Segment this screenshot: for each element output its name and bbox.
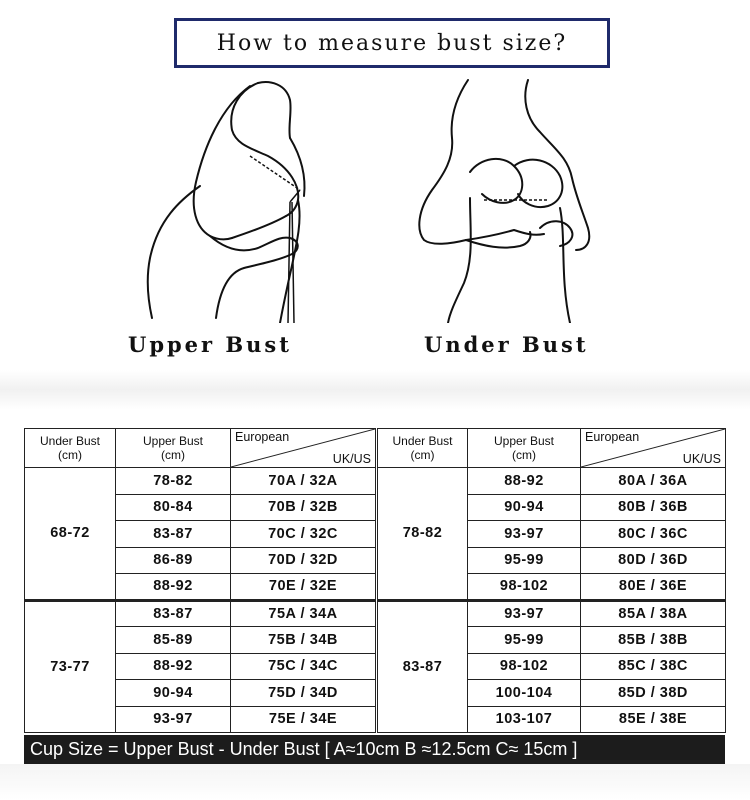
bra-size: 70E / 32E <box>231 574 376 601</box>
bra-size: 70A / 32A <box>231 468 376 495</box>
header-under-bust-label: Under Bust <box>392 434 453 448</box>
upper-bust-range: 95-99 <box>468 547 581 574</box>
under-bust-illustration <box>410 78 610 323</box>
bra-size: 70B / 32B <box>231 494 376 521</box>
under-bust-range: 73-77 <box>25 600 116 733</box>
header-uk-us: UK/US <box>682 452 721 466</box>
bra-size: 70C / 32C <box>231 521 376 548</box>
table-row <box>25 600 376 627</box>
upper-bust-range: 100-104 <box>468 680 581 707</box>
upper-bust-range: 93-97 <box>468 600 581 627</box>
upper-bust-range: 83-87 <box>116 600 231 627</box>
table-header-row <box>378 429 726 468</box>
page-title: How to measure bust size? <box>174 18 610 68</box>
header-upper-bust-unit: (cm) <box>512 448 536 462</box>
bra-size: 75E / 34E <box>231 706 376 733</box>
bra-size: 85C / 38C <box>581 653 726 680</box>
bra-size: 85B / 38B <box>581 627 726 654</box>
upper-bust-range: 103-107 <box>468 706 581 733</box>
header-upper-bust-label: Upper Bust <box>142 434 204 448</box>
bra-size: 80A / 36A <box>581 468 726 495</box>
upper-bust-caption: Upper Bust <box>128 332 292 357</box>
under-bust-range: 78-82 <box>378 468 468 601</box>
upper-bust-range: 86-89 <box>116 547 231 574</box>
header-size <box>581 429 726 468</box>
header-upper-bust <box>468 429 581 468</box>
bra-size: 75D / 34D <box>231 680 376 707</box>
upper-bust-illustration <box>140 78 330 323</box>
table-row <box>378 468 726 495</box>
upper-bust-range: 98-102 <box>468 653 581 680</box>
upper-bust-range: 80-84 <box>116 494 231 521</box>
table-row <box>378 600 726 627</box>
bra-size: 80C / 36C <box>581 521 726 548</box>
size-chart <box>24 428 725 735</box>
upper-bust-range: 90-94 <box>468 494 581 521</box>
section-divider <box>0 370 750 410</box>
under-bust-range: 83-87 <box>378 600 468 733</box>
header-under-bust <box>25 429 116 468</box>
upper-bust-range: 88-92 <box>468 468 581 495</box>
bra-size: 80D / 36D <box>581 547 726 574</box>
cup-size-formula: Cup Size = Upper Bust - Under Bust [ A≈10cm B ≈12.5cm C≈ 15cm ] <box>24 735 725 764</box>
header-uk-us: UK/US <box>332 452 371 466</box>
upper-bust-range: 88-92 <box>116 653 231 680</box>
bra-size: 75C / 34C <box>231 653 376 680</box>
size-table-left <box>24 428 376 733</box>
upper-bust-range: 83-87 <box>116 521 231 548</box>
upper-bust-range: 88-92 <box>116 574 231 601</box>
bra-size: 70D / 32D <box>231 547 376 574</box>
upper-bust-range: 98-102 <box>468 574 581 601</box>
header-upper-bust-label: Upper Bust <box>493 434 555 448</box>
header-european: European <box>235 430 290 444</box>
header-upper-bust-unit: (cm) <box>161 448 185 462</box>
header-size <box>231 429 376 468</box>
bra-size: 80E / 36E <box>581 574 726 601</box>
under-bust-range: 68-72 <box>25 468 116 601</box>
header-european: European <box>585 430 640 444</box>
bra-size: 75B / 34B <box>231 627 376 654</box>
size-table-right <box>377 428 726 733</box>
table-row <box>25 468 376 495</box>
header-under-bust-unit: (cm) <box>410 448 435 462</box>
header-under-bust-label: Under Bust <box>39 434 101 448</box>
upper-bust-range: 90-94 <box>116 680 231 707</box>
upper-bust-range: 93-97 <box>468 521 581 548</box>
bra-size: 80B / 36B <box>581 494 726 521</box>
upper-bust-range: 78-82 <box>116 468 231 495</box>
upper-bust-range: 85-89 <box>116 627 231 654</box>
upper-bust-range: 93-97 <box>116 706 231 733</box>
bra-size: 85E / 38E <box>581 706 726 733</box>
header-upper-bust <box>116 429 231 468</box>
bra-size: 85D / 38D <box>581 680 726 707</box>
header-under-bust <box>378 429 468 468</box>
upper-bust-range: 95-99 <box>468 627 581 654</box>
bra-size: 85A / 38A <box>581 600 726 627</box>
header-under-bust-unit: (cm) <box>58 448 82 462</box>
bottom-shadow <box>0 764 750 800</box>
under-bust-caption: Under Bust <box>424 332 589 357</box>
bra-size: 75A / 34A <box>231 600 376 627</box>
table-header-row <box>25 429 376 468</box>
